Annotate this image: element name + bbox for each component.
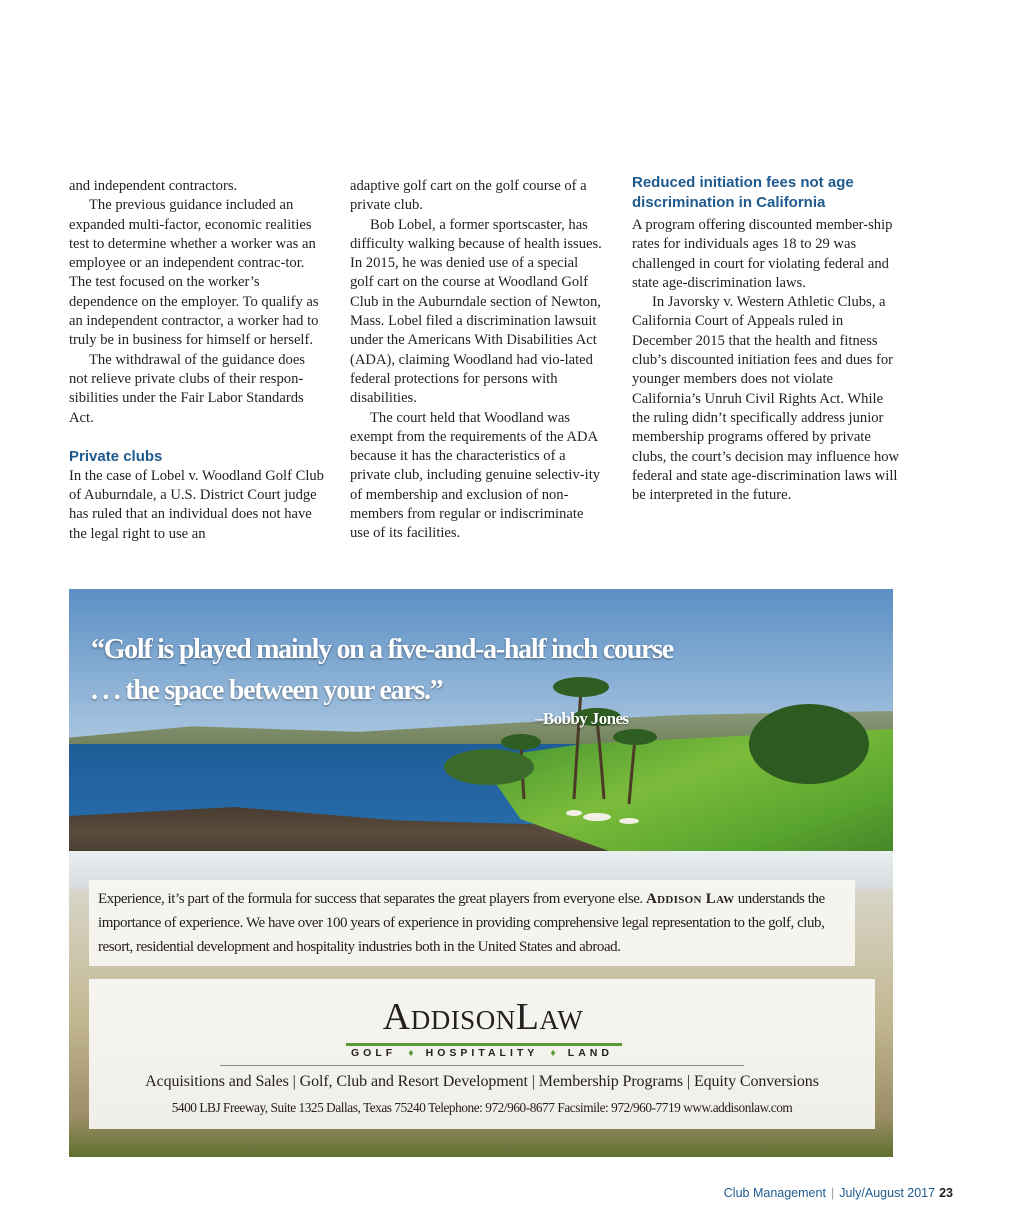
diamond-icon: ♦ [550,1047,556,1059]
diamond-icon: ♦ [408,1047,414,1059]
page-number: 23 [939,1186,953,1200]
paragraph: In the case of Lobel v. Woodland Golf Club of Auburndale, a U.S. District Court judge has ruled that an individual does not have the legal right to use an [69,467,324,542]
section-heading-reduced-fees [632,173,900,213]
page-footer [724,1186,953,1200]
tagline-word: GOLF [351,1047,397,1059]
ad-services-line: Acquisitions and Sales | Golf, Club and Resort Development | Membership Programs | Equity Conversions [145,1073,819,1090]
paragraph: Bob Lobel, a former sportscaster, has difficulty walking because of health issues. In 2015, he was denied use of a special golf cart on the course at Woodland Golf Club in the Auburndale section of Newton, Mass. Lobel filed a discrimination lawsuit under the Americans With Disabilities Act (ADA), claiming Woodland had vio-lated federal protections for persons with disabilities. [350,216,602,407]
section-heading-private-clubs: Private clubs [69,447,163,465]
paragraph: In Javorsky v. Western Athletic Clubs, a California Court of Appeals ruled in December 2015 that the health and fitness club’s discounted initiation fees and dues for younger members does not violate California’s Unruh Civil Rights Act. While the ruling didn’t specifically address junior membership programs offered by private clubs, the court’s decision may influence how federal and state age-discrimination laws will be interpreted in the future. [632,294,900,504]
heading-line: discrimination in California [632,194,826,211]
quote-author: –Bobby Jones [535,709,629,728]
quote-line: “Golf is played mainly on a five-and-a-half inch course [91,634,673,665]
heading-line: Reduced initiation fees not age [632,174,854,191]
logo-underline [346,1043,622,1046]
tagline-word: HOSPITALITY [425,1047,539,1059]
firm-name-inline: Addison Law [646,891,735,907]
footer-separator: | [830,1186,835,1200]
paragraph: and independent contractors. [69,178,238,194]
article-column-3 [632,174,900,505]
paragraph: The previous guidance included an expanded multi-factor, economic realities test to determine whether a worker was an employee or an independent contrac-tor. The test focused on the worker’s dependence on the employer. To qualify as an independent contractor, a worker had to truly be in business for himself or herself. [69,197,319,349]
text-run: understands the importance of experience. We have over 100 years of experience in providing comprehensive legal representation to the golf, club, resort, residential development and hospitality industries both in the United States and abroad. [98,891,825,955]
publication-name: Club Management [723,1186,826,1200]
tagline-word: LAND [567,1047,613,1059]
ad-contact-line: 5400 LBJ Freeway, Suite 1325 Dallas, Texas 75240 Telephone: 972/960-8677 Facsimile: 972/960-7719 www.addisonlaw.com [171,1100,793,1115]
divider [220,1065,744,1066]
article-column-1 [69,177,324,544]
quote-line: . . . the space between your ears.” [91,675,443,706]
addison-law-advertisement [69,589,893,1157]
paragraph: A program offering discounted member-ship rates for individuals ages 18 to 29 was challenged in court for violating federal and state age-discrimination laws. [632,217,893,291]
ad-experience-box [89,880,855,966]
ad-quote [91,629,673,711]
ad-contact-card [89,979,875,1129]
paragraph: adaptive golf cart on the golf course of a private club. [350,178,587,214]
article-column-2 [350,177,605,544]
text-run: Experience, it’s part of the formula for success that separates the great players from everyone else. [98,891,647,907]
ad-experience-text [98,887,846,959]
logo-tagline [351,1047,613,1059]
issue-date: July/August 2017 [839,1186,936,1200]
paragraph: The court held that Woodland was exempt from the requirements of the ADA because it has the characteristics of a private club, including genuine selectiv-ity of membership and exclusion of non-members from regular or indiscriminate use of its facilities. [350,409,601,542]
addison-law-logo: AddisonLaw [382,996,584,1038]
paragraph: The withdrawal of the guidance does not relieve private clubs of their respon-sibilities under the Fair Labor Standards Act. [69,351,305,426]
